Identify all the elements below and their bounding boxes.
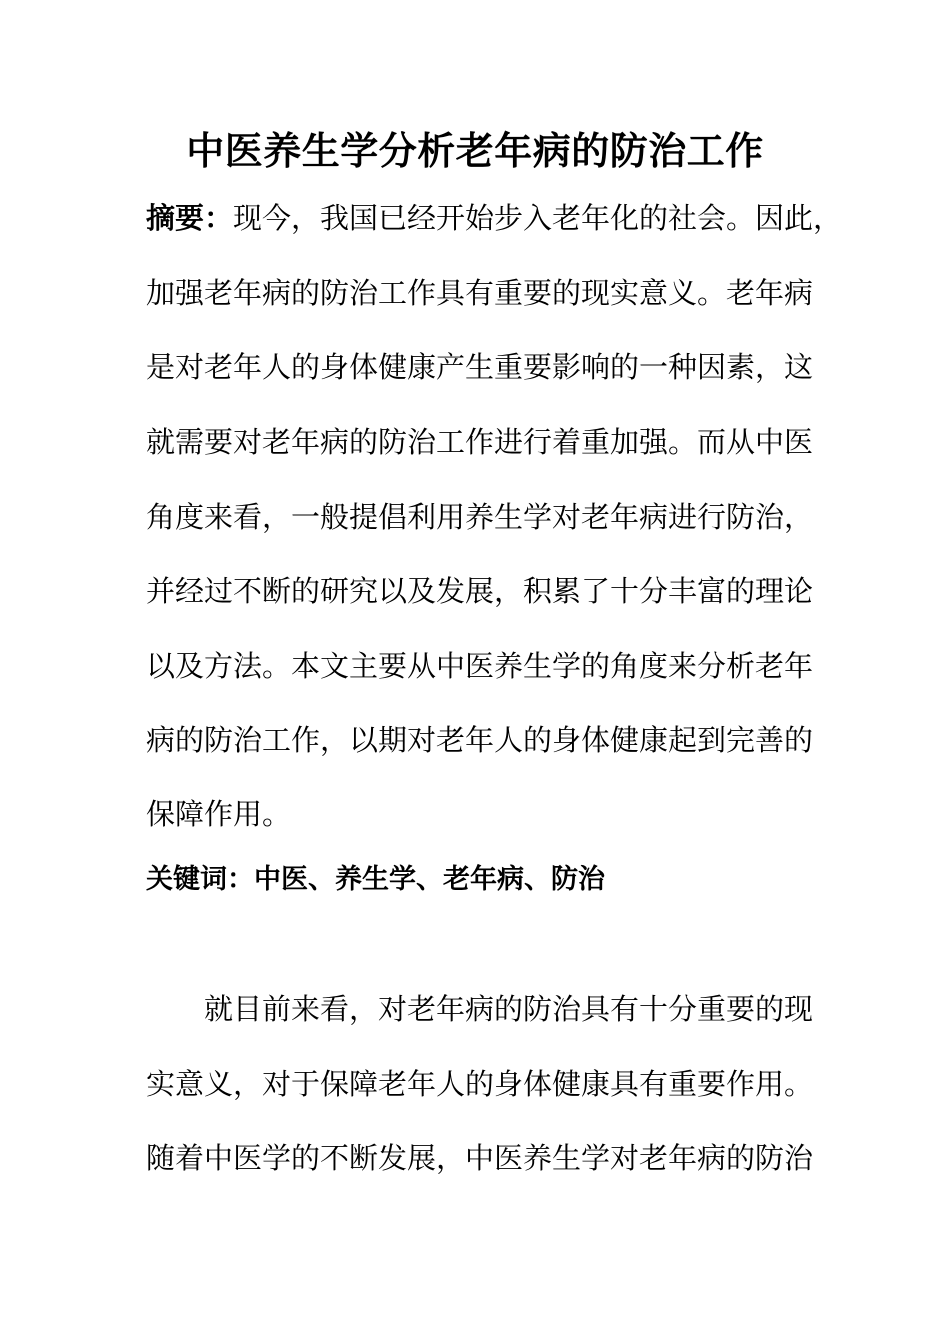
abstract-line-6: 并经过不断的研究以及发展，积累了十分丰富的理论	[146, 574, 814, 608]
body-line-2: 实意义，对于保障老年人的身体健康具有重要作用。	[146, 1067, 814, 1101]
abstract-text: 现今，我国已经开始步入老年化的社会。因此，	[233, 201, 843, 235]
body-line-3: 随着中医学的不断发展，中医养生学对老年病的防治	[146, 1141, 814, 1175]
abstract-line-7: 以及方法。本文主要从中医养生学的角度来分析老年	[146, 649, 814, 683]
abstract-label: 摘要：	[146, 201, 234, 235]
abstract-line-9: 保障作用。	[146, 797, 292, 831]
keywords: 关键词：中医、养生学、老年病、防治	[146, 864, 605, 895]
document-title: 中医养生学分析老年病的防治工作	[186, 129, 764, 173]
abstract-line-4: 就需要对老年病的防治工作进行着重加强。而从中医	[146, 425, 814, 459]
abstract-line-2: 加强老年病的防治工作具有重要的现实意义。老年病	[146, 276, 814, 310]
abstract-line-5: 角度来看，一般提倡利用养生学对老年病进行防治，	[146, 500, 814, 534]
body-line-1: 就目前来看，对老年病的防治具有十分重要的现	[204, 992, 814, 1026]
abstract-line-3: 是对老年人的身体健康产生重要影响的一种因素，这	[146, 350, 814, 384]
abstract-line-8: 病的防治工作，以期对老年人的身体健康起到完善的	[146, 723, 814, 757]
abstract-line-1	[146, 198, 843, 238]
